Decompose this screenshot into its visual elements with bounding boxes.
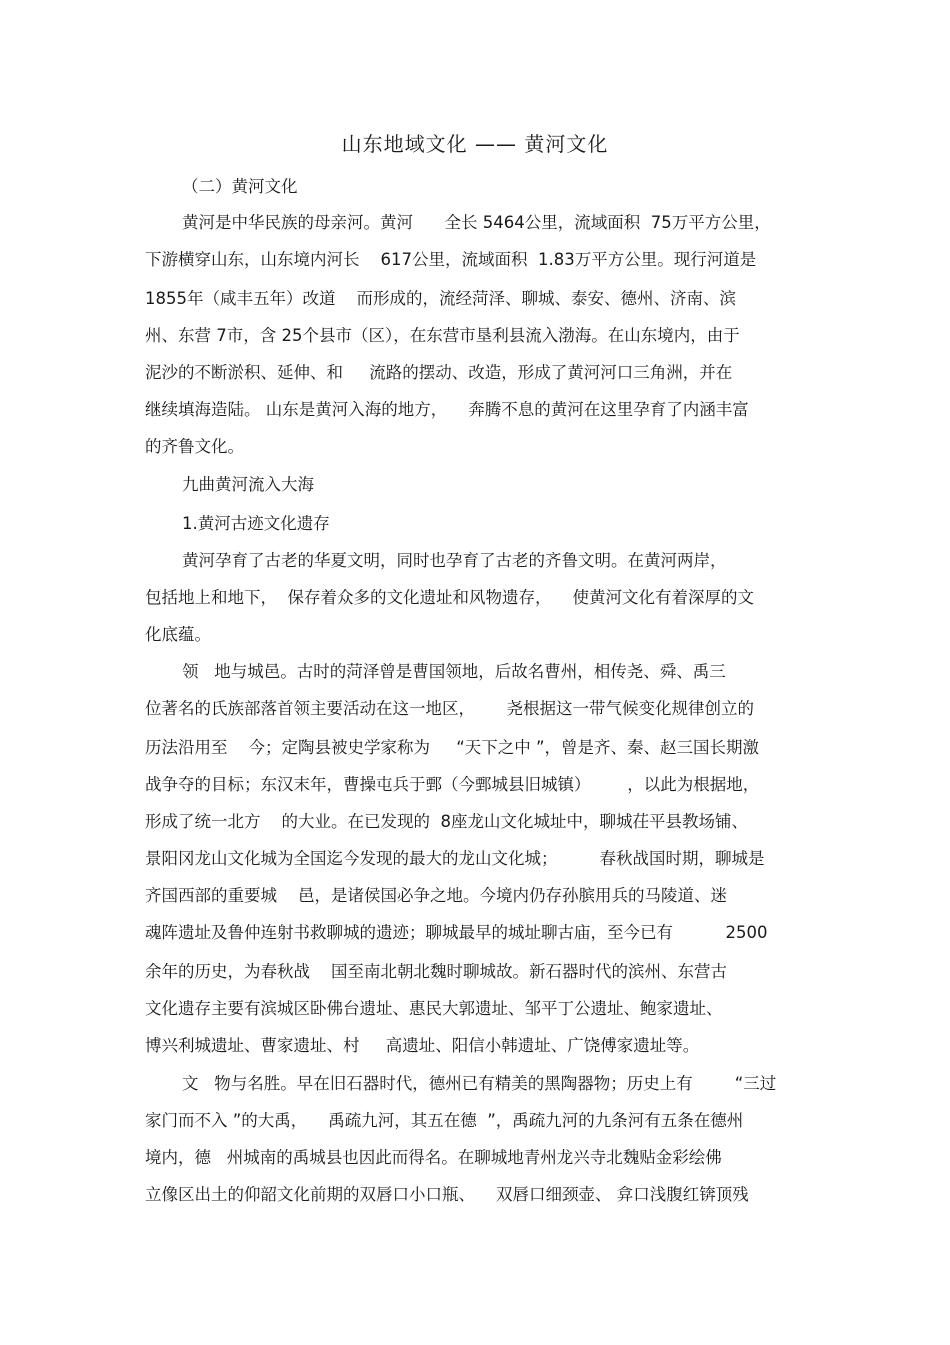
paragraph-line: 下游横穿山东，山东境内河长 617公里，流域面积 1.83万平方公里。现行河道是: [145, 250, 757, 269]
section-heading: （二）黄河文化: [182, 177, 298, 196]
paragraph-line: 1855年（咸丰五年）改道 而形成的，流经菏泽、聊城、泰安、德州、济南、滨: [145, 289, 736, 308]
paragraph-line: 泥沙的不断淤积、延伸、和 流路的摆动、改造，形成了黄河河口三角洲，并在: [145, 363, 733, 382]
paragraph-line: 的齐鲁文化。: [145, 437, 244, 456]
paragraph-line: 包括地上和地下， 保存着众多的文化遗址和风物遗存， 使黄河文化有着深厚的文: [145, 588, 754, 607]
paragraph-line: 家门而不入 ”的大禹， 禹疏九河，其五在德 ”，禹疏九河的九条河有五条在德州: [145, 1111, 744, 1130]
subsection-heading: 1.黄河古迹文化遗存: [182, 514, 330, 533]
paragraph-line: 立像区出土的仰韶文化前期的双唇口小口瓶、 双唇口细颈壶、 弇口浅腹红锛顶残: [145, 1185, 749, 1204]
paragraph-line: 黄河是中华民族的母亲河。黄河 全长 5464公里，流域面积 75万平方公里，: [182, 213, 771, 232]
paragraph-line: 境内，德 州城南的禹城县也因此而得名。在聊城地青州龙兴寺北魏贴金彩绘佛: [145, 1148, 722, 1167]
paragraph-line: 州、东营 7市，含 25个县市（区），在东营市垦利县流入渤海。在山东境内，由于: [145, 326, 740, 345]
paragraph-line: 齐国西部的重要城 邑，是诸侯国必争之地。今境内仍存孙膑用兵的马陵道、迷: [145, 886, 727, 905]
paragraph-line: 博兴利城遗址、曹家遗址、村 高遗址、阳信小韩遗址、广饶傅家遗址等。: [145, 1036, 700, 1055]
paragraph-line: 继续填海造陆。 山东是黄河入海的地方， 奔腾不息的黄河在这里孕育了内涵丰富: [145, 400, 749, 419]
paragraph-line: 战争夺的目标；东汉末年，曹操屯兵于鄄（今鄄城县旧城镇） ，以此为根据地，: [145, 775, 760, 794]
paragraph-line: 文 物与名胜。早在旧石器时代，德州已有精美的黑陶器物；历史上有 “三过: [182, 1074, 777, 1093]
paragraph-line: 黄河孕育了古老的华夏文明，同时也孕育了古老的齐鲁文明。在黄河两岸，: [182, 551, 727, 570]
paragraph-line: 景阳冈龙山文化城为全国迄今发现的最大的龙山文化城； 春秋战国时期，聊城是: [145, 849, 765, 868]
paragraph-line: 余年的历史，为春秋战 国至南北朝北魏时聊城故。新石器时代的滨州、东营古: [145, 962, 727, 981]
paragraph-line: 文化遗存主要有滨城区卧佛台遗址、惠民大郭遗址、邹平丁公遗址、鲍家遗址、: [145, 999, 723, 1018]
paragraph-line: 历法沿用至 今；定陶县被史学家称为 “天下之中 ”，曾是齐、秦、赵三国长期激: [145, 738, 760, 757]
paragraph-line: 位著名的氏族部落首领主要活动在这一地区， 尧根据这一带气候变化规律创立的: [145, 699, 754, 718]
paragraph-line: 形成了统一北方 的大业。在已发现的 8座龙山文化城址中，聊城茌平县教场铺、: [145, 812, 748, 831]
paragraph-line: 魂阵遗址及鲁仲连射书救聊城的遗迹；聊城最早的城址聊古庙，至今已有 2500: [145, 923, 768, 942]
paragraph-line: 化底蕴。: [145, 625, 211, 644]
caption-line: 九曲黄河流入大海: [182, 475, 314, 494]
paragraph-line: 领 地与城邑。古时的菏泽曾是曹国领地，后故名曹州，相传尧、舜、禹三: [182, 662, 726, 681]
document-title: 山东地域文化 —— 黄河文化: [341, 132, 609, 156]
